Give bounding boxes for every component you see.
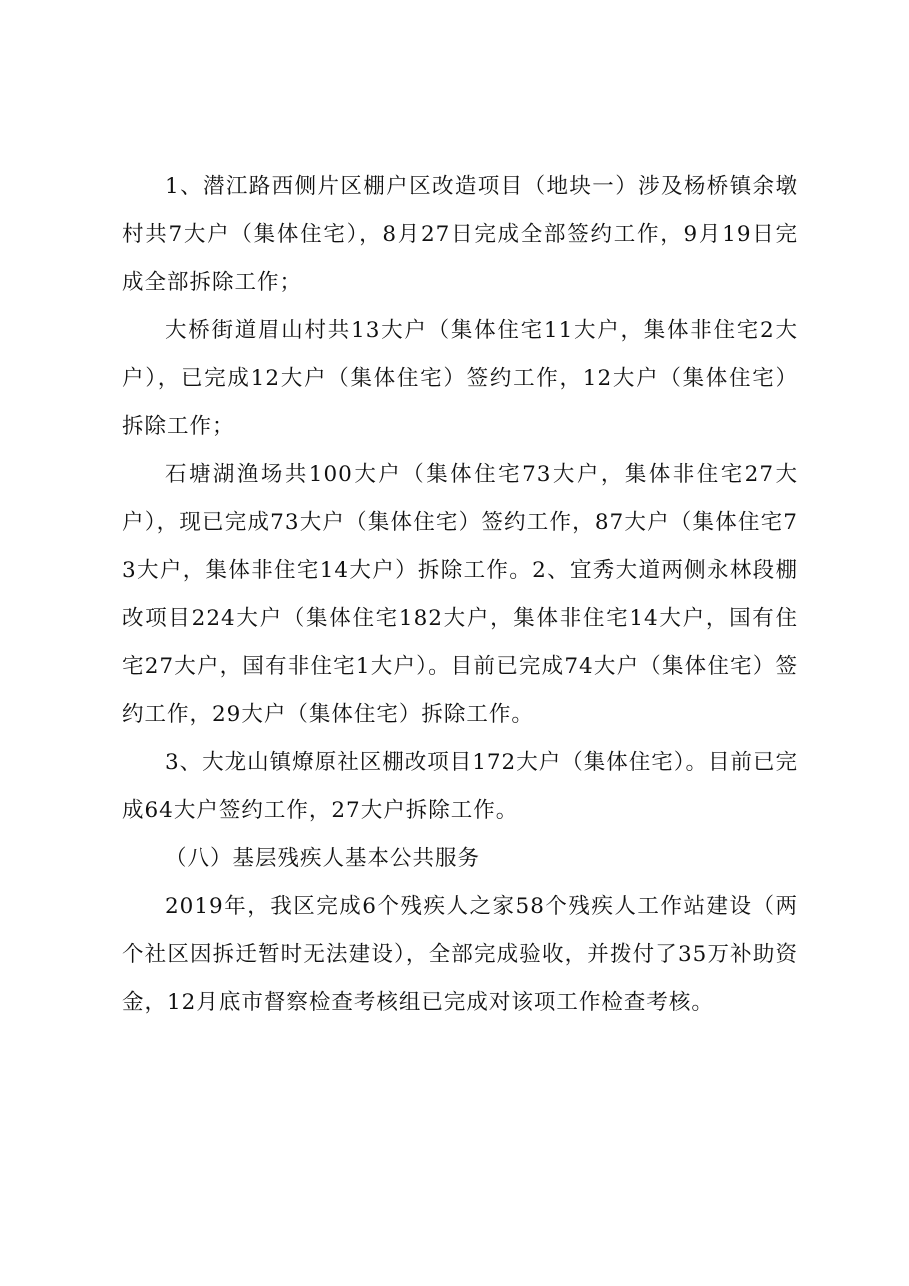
document-body xyxy=(122,163,798,1027)
section-heading: （八）基层残疾人基本公共服务 xyxy=(165,846,481,871)
paragraph-item-3: 石塘湖渔场共100大户（集体住宅73大户，集体非住宅27大户），现已完成73大户（集体住宅）签约工作，87大户（集体住宅73大户，集体非住宅14大户）拆除工作。2、宜秀大道两侧永林段棚改项目224大户（集体住宅182大户，集体非住宅14大户，国有住宅27大户，国有非住宅1大户）。目前已完成74大户（集体住宅）签约工作，29大户（集体住宅）拆除工作。 xyxy=(122,462,798,727)
paragraph-item-4: 3、大龙山镇燎原社区棚改项目172大户（集体住宅）。目前已完成64大户签约工作，27大户拆除工作。 xyxy=(122,750,798,823)
paragraph-item-1: 1、潜江路西侧片区棚户区改造项目（地块一）涉及杨桥镇余墩村共7大户（集体住宅），8月27日完成全部签约工作，9月19日完成全部拆除工作； xyxy=(122,174,798,295)
paragraph-item-2: 大桥街道眉山村共13大户（集体住宅11大户，集体非住宅2大户），已完成12大户（集体住宅）签约工作，12大户（集体住宅）拆除工作； xyxy=(122,318,798,439)
closing-paragraph: 2019年，我区完成6个残疾人之家58个残疾人工作站建设（两个社区因拆迁暂时无法建设），全部完成验收，并拨付了35万补助资金，12月底市督察检查考核组已完成对该项工作检查考核。 xyxy=(122,894,798,1015)
